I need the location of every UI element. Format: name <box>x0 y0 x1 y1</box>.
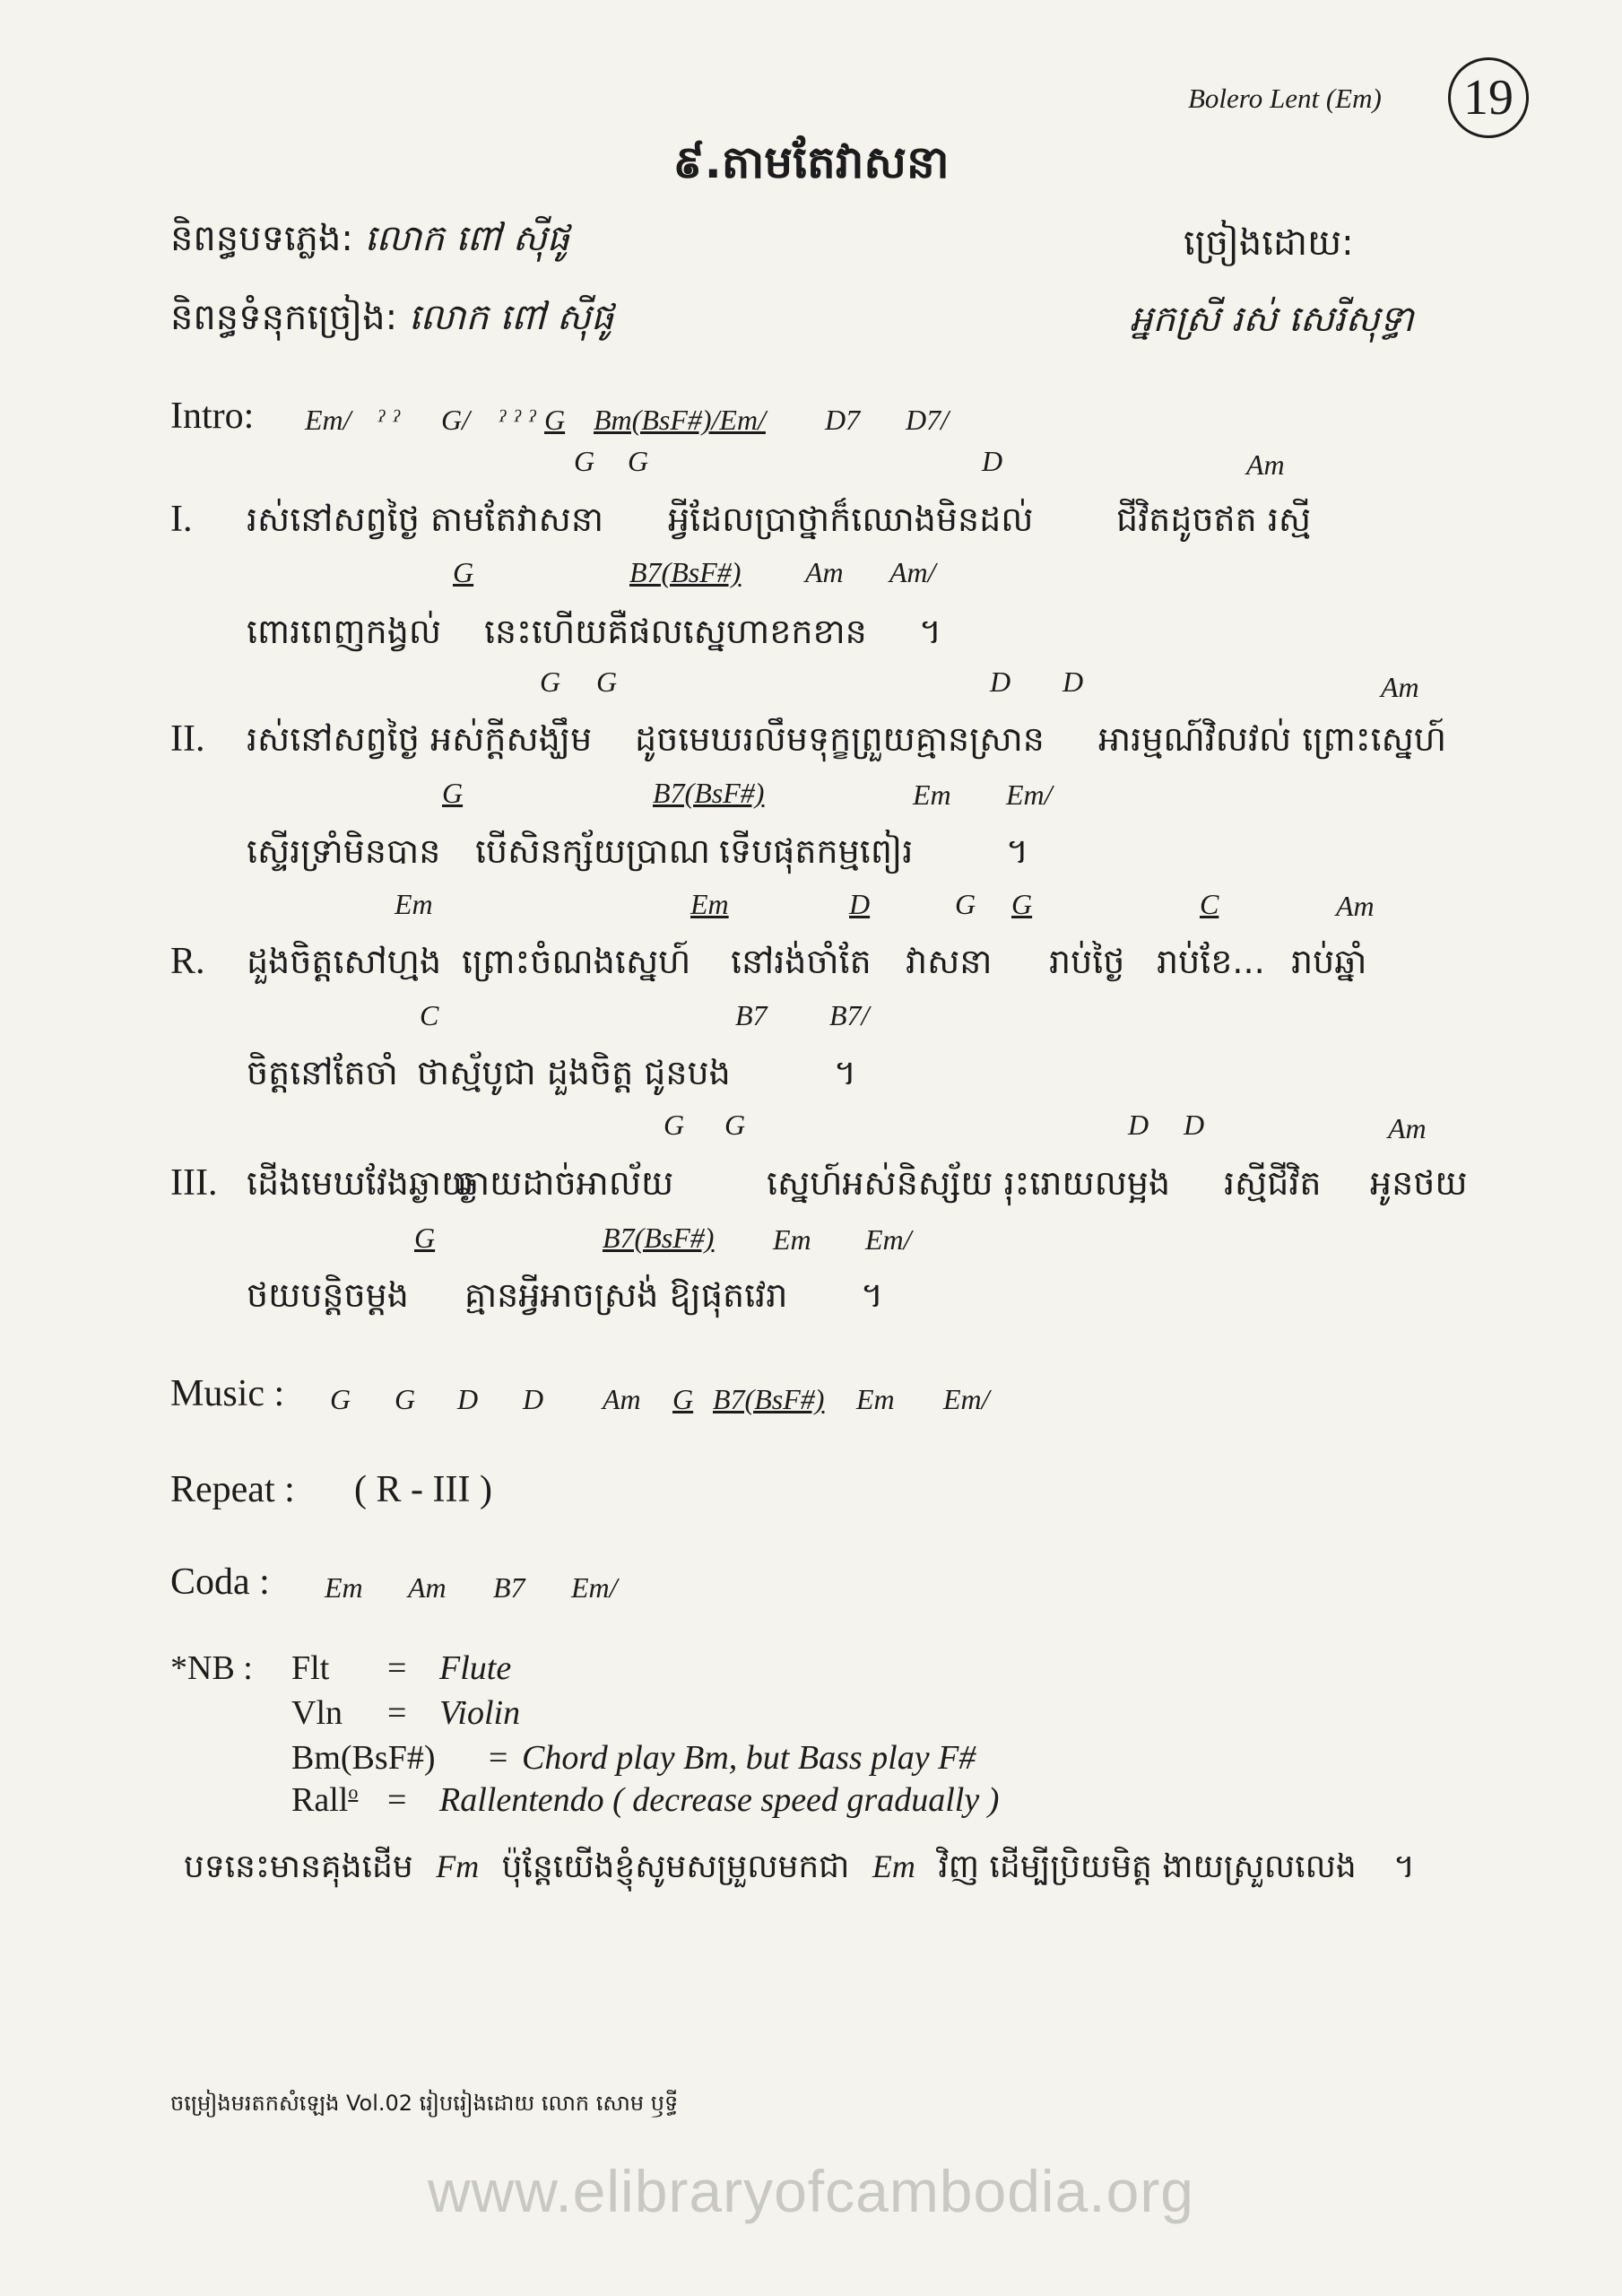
lyric-phrase: ឆ្ងាយដាច់អាល័យ <box>457 1163 674 1203</box>
lyric-phrase: អារម្មណ៍វិលវល់ ព្រោះស្នេហ៍ <box>1098 719 1446 759</box>
chord: Em/ <box>571 1571 618 1604</box>
chord: Am <box>1381 671 1419 703</box>
lyric-phrase: នេះហើយគឺផលស្នេហាខកខាន <box>484 612 867 651</box>
note-abbr: Bm(BsF#) <box>291 1739 436 1777</box>
note-equals: = <box>387 1781 407 1819</box>
note-meaning: Flute <box>439 1649 512 1687</box>
lyrics-composer-credit <box>170 294 613 347</box>
music-composer-name: លោក ពៅ ស៊ីផូ <box>364 218 570 259</box>
lyric-phrase: ។ <box>861 1275 884 1315</box>
style-label: Bolero Lent (Em) <box>1188 83 1382 114</box>
note-equals: = <box>489 1739 508 1777</box>
note-abbr: Vln <box>291 1694 343 1732</box>
chord: B7(BsF#) <box>713 1383 825 1415</box>
lyric-phrase: រាប់ខែ... <box>1157 942 1265 981</box>
chord: Am <box>1336 890 1375 922</box>
lyric-phrase: រស្មីជីវិត <box>1224 1163 1322 1203</box>
note-abbr <box>291 1780 358 1820</box>
coda-label: Coda : <box>170 1561 270 1603</box>
chord: D <box>523 1383 544 1415</box>
chord: D <box>457 1383 479 1415</box>
notes-label: *NB : <box>170 1649 253 1687</box>
lyric-phrase: អូនថយ <box>1370 1163 1468 1203</box>
chord: Am <box>1388 1112 1427 1144</box>
music-label: Music : <box>170 1373 285 1414</box>
key-note-chord: Em <box>872 1848 915 1884</box>
chord: D <box>982 445 1003 477</box>
lyric-phrase: ដួងចិត្តសៅហ្មង <box>247 942 442 981</box>
key-note-chord: Fm <box>436 1848 480 1884</box>
intro-chord: G/ <box>441 404 470 436</box>
lyric-phrase: ថយបន្តិចម្ដង <box>247 1275 409 1315</box>
lyric-phrase: នៅរង់ចាំតែ <box>731 942 872 981</box>
chord: D <box>849 888 871 920</box>
chord: B7(BsF#) <box>629 556 742 588</box>
key-note-text: ប៉ុន្តែយើងខ្ញុំសូមសម្រួលមកជា <box>501 1848 850 1885</box>
lyrics-composer-label: និពន្ធទំនុកច្រៀង: <box>170 297 398 338</box>
chord: G <box>330 1383 351 1415</box>
lyric-phrase: រាប់ថ្ងៃ <box>1049 942 1125 981</box>
song-title: ៩.តាមតែវាសនា <box>672 136 950 188</box>
intro-label: Intro: <box>170 396 255 437</box>
chord: D <box>1184 1109 1205 1141</box>
lyric-phrase: ទើបផុតកម្មពៀរ <box>719 831 914 871</box>
key-change-note <box>184 1846 1415 1893</box>
music-composer-label: និពន្ធបទភ្លេង: <box>170 218 353 259</box>
intro-chord: D7 <box>825 404 861 436</box>
lyrics-composer-name: លោក ពៅ ស៊ីផូ <box>408 297 614 338</box>
chord: G <box>955 888 976 920</box>
lyric-phrase: ស្ទើរទ្រាំមិនបាន <box>247 831 441 871</box>
verse-label: I. <box>170 499 193 540</box>
intro-chord: ˀ ˀ <box>377 404 400 436</box>
footer-credit: ចម្រៀងមរតកសំឡេង Vol.02 រៀបរៀងដោយ លោក សោម ឫទ្ធី <box>170 2091 679 2116</box>
chord: Em/ <box>865 1223 912 1256</box>
key-note-text: បទនេះមានគុងដើម <box>184 1848 413 1885</box>
chord: Em/ <box>943 1383 990 1415</box>
singer-label: ច្រៀងដោយ: <box>1184 222 1354 264</box>
chord: B7/ <box>829 999 870 1031</box>
chord: Em <box>395 888 433 920</box>
lyric-phrase: ថាស្ម័បូជា ដួងចិត្ត ជូនបង <box>417 1053 731 1092</box>
note-equals: = <box>387 1694 407 1732</box>
chord: B7 <box>735 999 768 1031</box>
lyric-phrase: ។ <box>919 612 942 651</box>
lyric-phrase: ចិត្តនៅតែចាំ <box>247 1053 398 1092</box>
chord: G <box>453 556 474 588</box>
note-meaning: Rallentendo ( decrease speed gradually ) <box>439 1781 1000 1819</box>
chord: G <box>414 1222 436 1254</box>
lyric-phrase: ដើងមេឃវែងឆ្ងាយ <box>247 1163 474 1203</box>
repeat-value: ( R - III ) <box>354 1469 492 1510</box>
chord: Am <box>603 1383 641 1415</box>
watermark: www.elibraryofcambodia.org <box>427 2158 1195 2224</box>
page-number: 19 <box>1448 57 1529 138</box>
note-meaning: Violin <box>439 1694 521 1732</box>
lyric-phrase: គ្មានអ្វីអាចស្រង់ ឱ្យផុតវេរា <box>464 1275 788 1315</box>
chord: Em <box>856 1383 895 1415</box>
chord: D <box>1063 665 1084 698</box>
lyric-phrase: អ្វីដែលប្រាថ្នាក៏ឈោងមិនដល់ <box>668 500 1034 539</box>
lyric-phrase: ព្រោះចំណងស្នេហ៍ <box>462 942 691 981</box>
singer-name: អ្នកស្រី រស់ សេរីសុទ្ធា <box>1130 299 1414 340</box>
chord: G <box>540 665 561 698</box>
lyric-phrase: វាសនា <box>906 942 993 981</box>
chord: G <box>724 1109 746 1141</box>
chord: C <box>1200 888 1219 920</box>
repeat-label: Repeat : <box>170 1469 295 1510</box>
chord: G <box>1011 888 1033 920</box>
chord: G <box>628 445 649 477</box>
verse-label: II. <box>170 718 205 760</box>
lyric-phrase: ពោរពេញកង្វល់ <box>247 612 442 651</box>
chord: Am <box>1246 448 1285 481</box>
chord: B7(BsF#) <box>653 777 765 809</box>
key-note-text: វិញ ដើម្បីប្រិយមិត្ត ងាយស្រួលលេង <box>938 1848 1357 1885</box>
verse-label: III. <box>170 1162 218 1204</box>
chord: Am <box>408 1571 447 1604</box>
intro-chord: Em/ <box>305 404 351 436</box>
chord: Am/ <box>889 556 936 588</box>
lyric-phrase: បើសិនក្ស័យប្រាណ <box>475 831 710 871</box>
lyric-phrase: ។ <box>834 1053 857 1092</box>
lyric-phrase: ស្នេហ៍អស់និស្ស័យ រុះរោយលម្អង <box>767 1163 1171 1203</box>
chord: Em/ <box>1006 778 1053 811</box>
chord: C <box>420 999 439 1031</box>
lyric-phrase: ។ <box>1006 831 1029 871</box>
chord: Em <box>773 1223 811 1256</box>
lyric-phrase: រស់នៅសព្វថ្ងៃ តាមតែវាសនា <box>247 500 604 539</box>
chord: Am <box>805 556 844 588</box>
intro-chord: ˀ ˀ ˀ <box>498 404 536 436</box>
note-equals: = <box>387 1649 407 1687</box>
refrain-label: R. <box>170 941 205 982</box>
lyric-phrase: រាប់ឆ្នាំ <box>1291 942 1367 981</box>
lyric-phrase: ជីវិតដូចឥត រស្មី <box>1116 500 1312 539</box>
chord: D <box>1128 1109 1149 1141</box>
chord: Em <box>690 888 729 920</box>
intro-chord: Bm(BsF#)/Em/ <box>594 404 766 436</box>
key-note-end: ។ <box>1393 1848 1415 1885</box>
chord: Em <box>325 1571 363 1604</box>
chord: G <box>596 665 618 698</box>
chord: B7 <box>493 1571 525 1604</box>
chord: Em <box>913 778 951 811</box>
chord: B7(BsF#) <box>603 1222 715 1254</box>
intro-chord: G <box>544 404 566 436</box>
note-abbr: Flt <box>291 1649 330 1687</box>
chord: G <box>395 1383 416 1415</box>
chord: D <box>990 665 1011 698</box>
lyric-phrase: រស់នៅសព្វថ្ងៃ អស់ក្ដីសង្ឃឹម <box>247 719 593 759</box>
chord: G <box>664 1109 685 1141</box>
music-composer-credit <box>170 215 569 268</box>
lyric-phrase: ដូចមេឃរលឹមទុក្ខព្រួយគ្មានស្រាន <box>635 719 1045 759</box>
note-abbr-text: Rall <box>291 1781 349 1819</box>
chord: G <box>442 777 464 809</box>
intro-chord: D7/ <box>906 404 949 436</box>
chord: G <box>672 1383 694 1415</box>
note-abbr-sup: o <box>348 1780 359 1804</box>
note-meaning: Chord play Bm, but Bass play F# <box>522 1739 976 1777</box>
chord: G <box>574 445 595 477</box>
